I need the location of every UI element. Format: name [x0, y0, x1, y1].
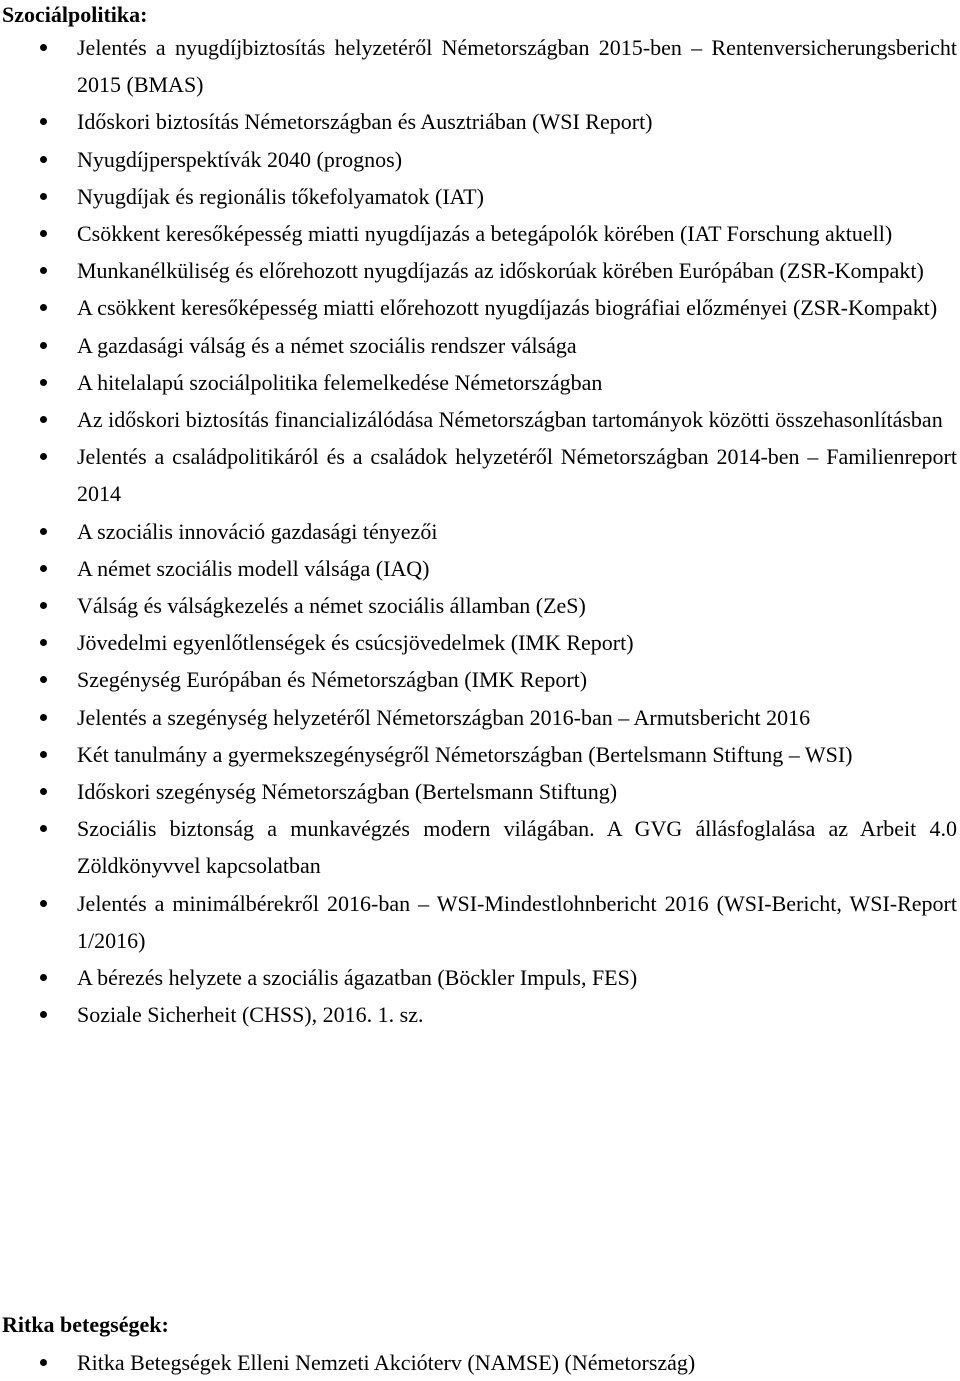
list-item: A hitelalapú szociálpolitika felemelkedése Németországban: [0, 364, 960, 401]
list-item: A gazdasági válság és a német szociális rendszer válsága: [0, 327, 960, 364]
list-item: Jelentés a nyugdíjbiztosítás helyzetéről Németországban 2015-ben – Rentenversicherungsbericht 2015 (BMAS): [0, 29, 960, 103]
list-item: Nyugdíjak és regionális tőkefolyamatok (IAT): [0, 178, 960, 215]
list-item: A szociális innováció gazdasági tényezői: [0, 513, 960, 550]
bullet-icon: [40, 342, 47, 349]
list-item: Két tanulmány a gyermekszegénységről Németországban (Bertelsmann Stiftung – WSI): [0, 736, 960, 773]
bullet-icon: [40, 453, 47, 460]
bullet-icon: [40, 118, 47, 125]
list-item: Nyugdíjperspektívák 2040 (prognos): [0, 141, 960, 178]
bullet-icon: [40, 304, 47, 311]
list-item: Időskori biztosítás Németországban és Ausztriában (WSI Report): [0, 103, 960, 140]
list-item: Csökkent keresőképesség miatti nyugdíjazás a betegápolók körében (IAT Forschung aktuell): [0, 215, 960, 252]
list-item: Jelentés a családpolitikáról és a családok helyzetéről Németországban 2014-ben – Familienreport 2014: [0, 438, 960, 512]
bullet-icon: [40, 788, 47, 795]
list-item: Munkanélküliség és előrehozott nyugdíjazás az időskorúak körében Európában (ZSR-Kompakt): [0, 252, 960, 289]
section-heading-ritka-betegsegek: Ritka betegségek:: [2, 1312, 169, 1337]
bullet-icon: [40, 639, 47, 646]
bullet-icon: [40, 416, 47, 423]
bullet-icon: [40, 602, 47, 609]
bullet-icon: [40, 44, 47, 51]
list-item: Ritka Betegségek Elleni Nemzeti Akcióterv (NAMSE) (Németország): [0, 1344, 960, 1381]
list-item: A bérezés helyzete a szociális ágazatban (Böckler Impuls, FES): [0, 959, 960, 996]
list-item: Az időskori biztosítás financializálódása Németországban tartományok közötti összehasonlításban: [0, 401, 960, 438]
bullet-icon: [40, 267, 47, 274]
szocialpolitika-list: [0, 29, 960, 1033]
bullet-icon: [40, 193, 47, 200]
bullet-icon: [40, 1011, 47, 1018]
bullet-icon: [40, 528, 47, 535]
bullet-icon: [40, 825, 47, 832]
bullet-icon: [40, 156, 47, 163]
bullet-icon: [40, 676, 47, 683]
section-heading-szocialpolitika: Szociálpolitika:: [2, 2, 148, 27]
bullet-icon: [40, 714, 47, 721]
list-item: Soziale Sicherheit (CHSS), 2016. 1. sz.: [0, 996, 960, 1033]
bullet-icon: [40, 751, 47, 758]
list-item: Szegénység Európában és Németországban (IMK Report): [0, 661, 960, 698]
bullet-icon: [40, 900, 47, 907]
list-item: Jelentés a szegénység helyzetéről Németországban 2016-ban – Armutsbericht 2016: [0, 699, 960, 736]
list-item: Válság és válságkezelés a német szociális államban (ZeS): [0, 587, 960, 624]
list-item: Időskori szegénység Németországban (Bertelsmann Stiftung): [0, 773, 960, 810]
list-item: A német szociális modell válsága (IAQ): [0, 550, 960, 587]
bullet-icon: [40, 1359, 47, 1366]
bullet-icon: [40, 974, 47, 981]
bullet-icon: [40, 230, 47, 237]
list-item: Jelentés a minimálbérekről 2016-ban – WSI-Mindestlohnbericht 2016 (WSI-Bericht, WSI-Report 1/2016): [0, 885, 960, 959]
bullet-icon: [40, 379, 47, 386]
list-item: Jövedelmi egyenlőtlenségek és csúcsjövedelmek (IMK Report): [0, 624, 960, 661]
list-item: A csökkent keresőképesség miatti előrehozott nyugdíjazás biográfiai előzményei (ZSR-Kompakt): [0, 289, 960, 326]
ritka-betegsegek-list: [0, 1344, 960, 1381]
list-item: Szociális biztonság a munkavégzés modern világában. A GVG állásfoglalása az Arbeit 4.0 Zöldkönyvvel kapcsolatban: [0, 810, 960, 884]
bullet-icon: [40, 565, 47, 572]
